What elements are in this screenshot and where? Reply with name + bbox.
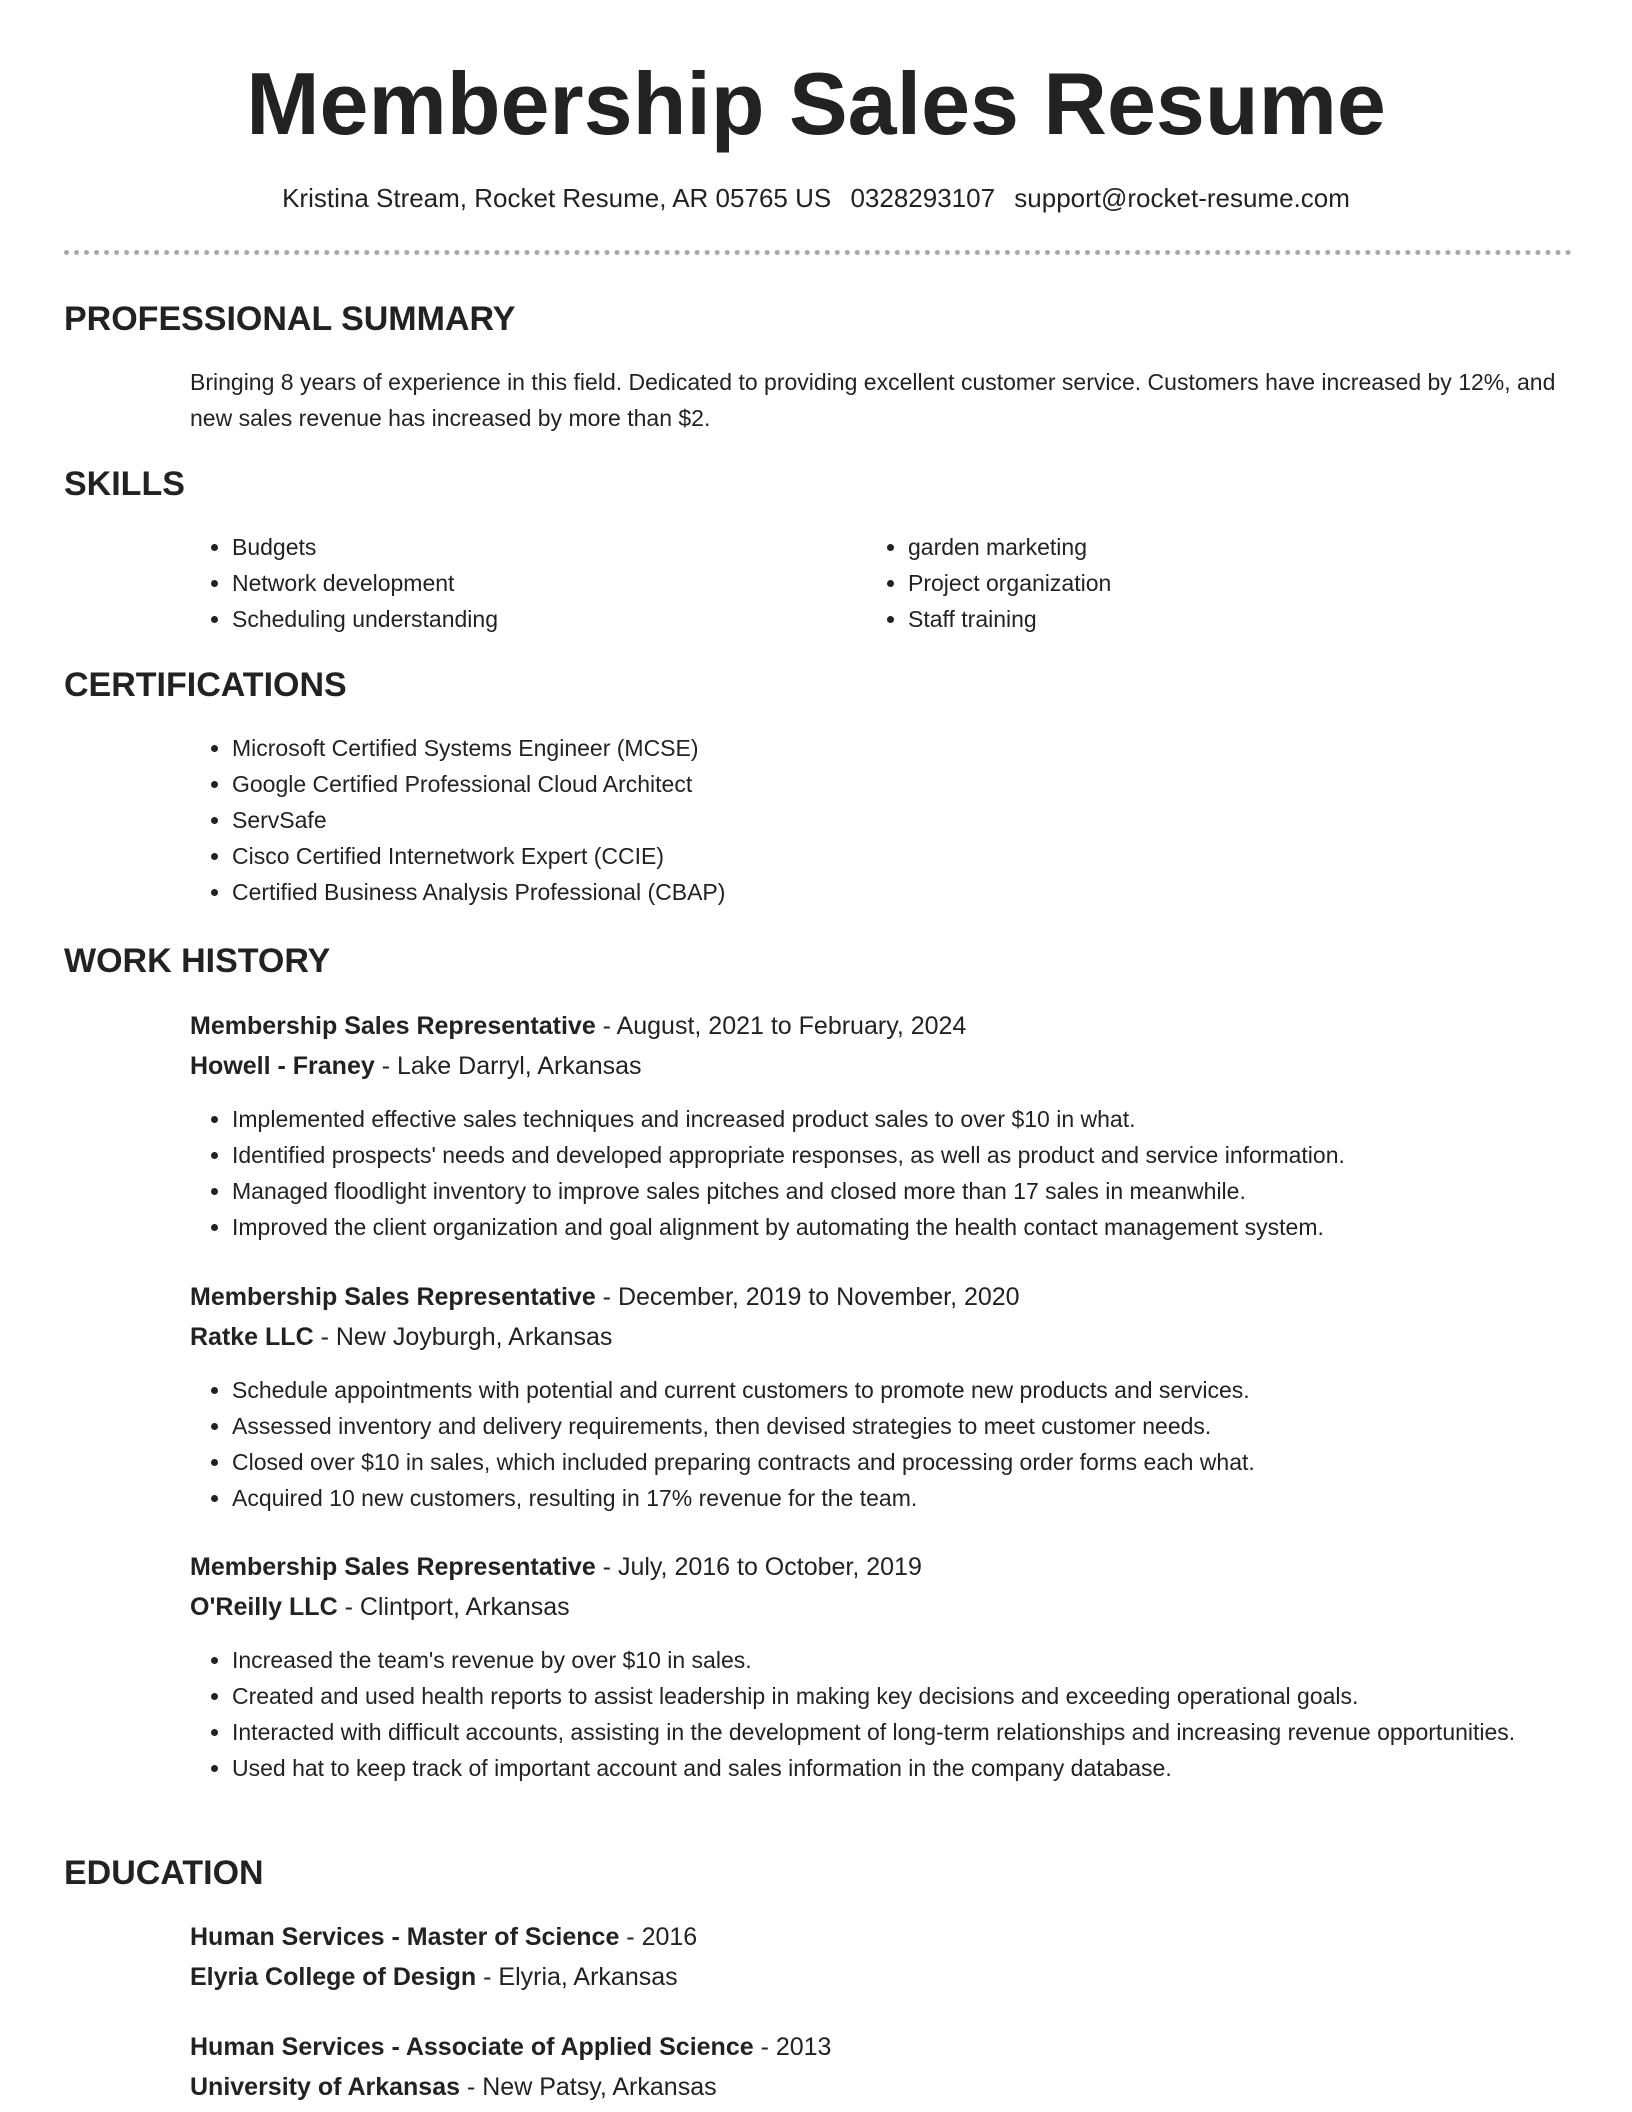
education-year: - 2016 <box>619 1923 698 1951</box>
job-dates: - August, 2021 to February, 2024 <box>595 1012 967 1040</box>
job-company: Howell - Franey <box>190 1052 375 1080</box>
contact-line <box>0 180 1632 216</box>
job-title-line <box>190 1277 1020 1317</box>
resume-title: Membership Sales Resume <box>246 54 1386 153</box>
education-degree: Human Services - Associate of Applied Science <box>190 2033 754 2061</box>
education-degree-line <box>190 2027 831 2067</box>
list-item: • Assessed inventory and delivery requirements, then devised strategies to meet customer needs. <box>232 1408 1612 1444</box>
job-company: O'Reilly LLC <box>190 1593 338 1621</box>
list-item: • ServSafe <box>232 802 1612 838</box>
job-dates: - December, 2019 to November, 2020 <box>595 1283 1020 1311</box>
certifications-list <box>188 730 1612 910</box>
header-divider <box>64 250 1572 255</box>
list-item: • Google Certified Professional Cloud Architect <box>232 766 1612 802</box>
job-title-line <box>190 1006 966 1046</box>
work-history-heading: WORK HISTORY <box>64 942 331 980</box>
education-degree-line <box>190 1917 697 1957</box>
education-year: - 2013 <box>753 2033 832 2061</box>
list-item: • garden marketing <box>908 529 1548 565</box>
education-school-line <box>190 1957 678 1997</box>
education-heading: EDUCATION <box>64 1854 264 1892</box>
list-item: • Cisco Certified Internetwork Expert (CCIE) <box>232 838 1612 874</box>
job-dates: - July, 2016 to October, 2019 <box>595 1553 922 1581</box>
job-company-line <box>190 1587 570 1627</box>
job-title-line <box>190 1547 922 1587</box>
certifications-heading: CERTIFICATIONS <box>64 666 347 704</box>
summary-heading: PROFESSIONAL SUMMARY <box>64 300 516 338</box>
list-item: • Closed over $10 in sales, which included preparing contracts and processing order forms each what. <box>232 1444 1612 1480</box>
job-bullets <box>188 1372 1612 1516</box>
contact-address: Kristina Stream, Rocket Resume, AR 05765 US <box>282 183 832 213</box>
list-item: • Project organization <box>908 565 1548 601</box>
list-item: • Budgets <box>232 529 872 565</box>
list-item: • Schedule appointments with potential and current customers to promote new products and services. <box>232 1372 1612 1408</box>
job-location: - Clintport, Arkansas <box>337 1593 570 1621</box>
education-school-line <box>190 2067 717 2107</box>
job-company-line <box>190 1046 642 1086</box>
list-item: • Improved the client organization and goal alignment by automating the health contact management system. <box>232 1209 1612 1245</box>
job-company: Ratke LLC <box>190 1323 314 1351</box>
list-item: • Certified Business Analysis Professional (CBAP) <box>232 874 1612 910</box>
list-item: • Staff training <box>908 601 1548 637</box>
job-company-line <box>190 1317 612 1357</box>
job-location: - New Joyburgh, Arkansas <box>313 1323 613 1351</box>
list-item: • Used hat to keep track of important account and sales information in the company database. <box>232 1750 1612 1786</box>
skills-list-left <box>188 529 872 637</box>
job-role: Membership Sales Representative <box>190 1012 596 1040</box>
list-item: • Identified prospects' needs and developed appropriate responses, as well as product and service information. <box>232 1137 1612 1173</box>
job-location: - Lake Darryl, Arkansas <box>374 1052 642 1080</box>
education-location: - Elyria, Arkansas <box>476 1963 678 1991</box>
job-role: Membership Sales Representative <box>190 1283 596 1311</box>
education-degree: Human Services - Master of Science <box>190 1923 620 1951</box>
job-bullets <box>188 1642 1612 1786</box>
list-item: • Interacted with difficult accounts, assisting in the development of long-term relationships and increasing revenue opportunities. <box>232 1714 1612 1750</box>
skills-list-right <box>864 529 1548 637</box>
list-item: • Microsoft Certified Systems Engineer (MCSE) <box>232 730 1612 766</box>
list-item: • Implemented effective sales techniques and increased product sales to over $10 in what. <box>232 1101 1612 1137</box>
skills-heading: SKILLS <box>64 465 185 503</box>
list-item: • Increased the team's revenue by over $10 in sales. <box>232 1642 1612 1678</box>
education-school: Elyria College of Design <box>190 1963 477 1991</box>
list-item: • Managed floodlight inventory to improve sales pitches and closed more than 17 sales in meanwhile. <box>232 1173 1612 1209</box>
education-school: University of Arkansas <box>190 2073 461 2101</box>
job-role: Membership Sales Representative <box>190 1553 596 1581</box>
contact-phone: 0328293107 <box>850 183 996 213</box>
education-location: - New Patsy, Arkansas <box>460 2073 717 2101</box>
list-item: • Network development <box>232 565 872 601</box>
list-item: • Scheduling understanding <box>232 601 872 637</box>
list-item: • Created and used health reports to assist leadership in making key decisions and exceeding operational goals. <box>232 1678 1612 1714</box>
list-item: • Acquired 10 new customers, resulting in 17% revenue for the team. <box>232 1480 1612 1516</box>
job-bullets <box>188 1101 1612 1245</box>
summary-text: Bringing 8 years of experience in this field. Dedicated to providing excellent customer service. Customers have increased by 12%, and new sales revenue has increased by more than $2. <box>190 369 1556 431</box>
contact-email: support@rocket-resume.com <box>1014 183 1350 213</box>
